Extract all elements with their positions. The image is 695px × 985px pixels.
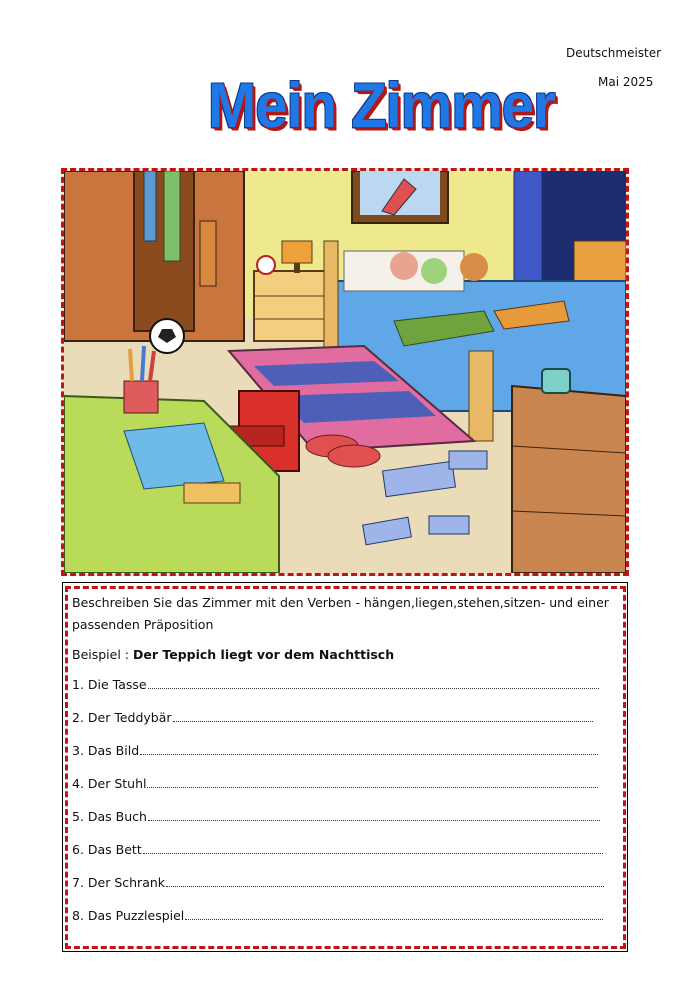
item-label: 3. Das Bild [72,743,140,758]
answer-field[interactable] [147,786,598,788]
date-label: Mai 2025 [598,75,654,89]
exercise-box [65,586,626,949]
bedroom-illustration [61,168,629,576]
answer-field[interactable] [148,687,599,689]
item-label: 2. Der Teddybär [72,710,172,725]
wall-picture [352,171,448,223]
dresser [512,369,626,573]
answer-line-2 [72,710,593,725]
item-label: 8. Das Puzzlespiel [72,908,185,923]
answer-line-3 [72,743,598,758]
answer-field[interactable] [173,720,593,722]
item-label: 1. Die Tasse [72,677,147,692]
answer-field[interactable] [185,918,603,920]
item-label: 6. Das Bett [72,842,142,857]
instruction-text: Beschreiben Sie das Zimmer mit den Verben - hängen,liegen,stehen,sitzen- und einer passenden Präposition [72,595,609,632]
item-label: 5. Das Buch [72,809,147,824]
example-sentence: Der Teppich liegt vor dem Nachttisch [133,647,395,662]
example-line [72,647,394,662]
answer-line-4 [72,776,598,791]
answer-line-1 [72,677,599,692]
answer-field[interactable] [166,885,604,887]
answer-line-7 [72,875,604,890]
item-label: 7. Der Schrank [72,875,166,890]
answer-line-6 [72,842,603,857]
answer-line-5 [72,809,600,824]
answer-field[interactable] [143,852,603,854]
item-label: 4. Der Stuhl [72,776,147,791]
answer-field[interactable] [148,819,600,821]
answer-field[interactable] [140,753,598,755]
answer-line-8 [72,908,603,923]
author-label: Deutschmeister [566,46,662,60]
example-label: Beispiel : [72,647,130,662]
wardrobe [64,171,244,353]
worksheet-title: Mein Zimmer [208,71,555,142]
